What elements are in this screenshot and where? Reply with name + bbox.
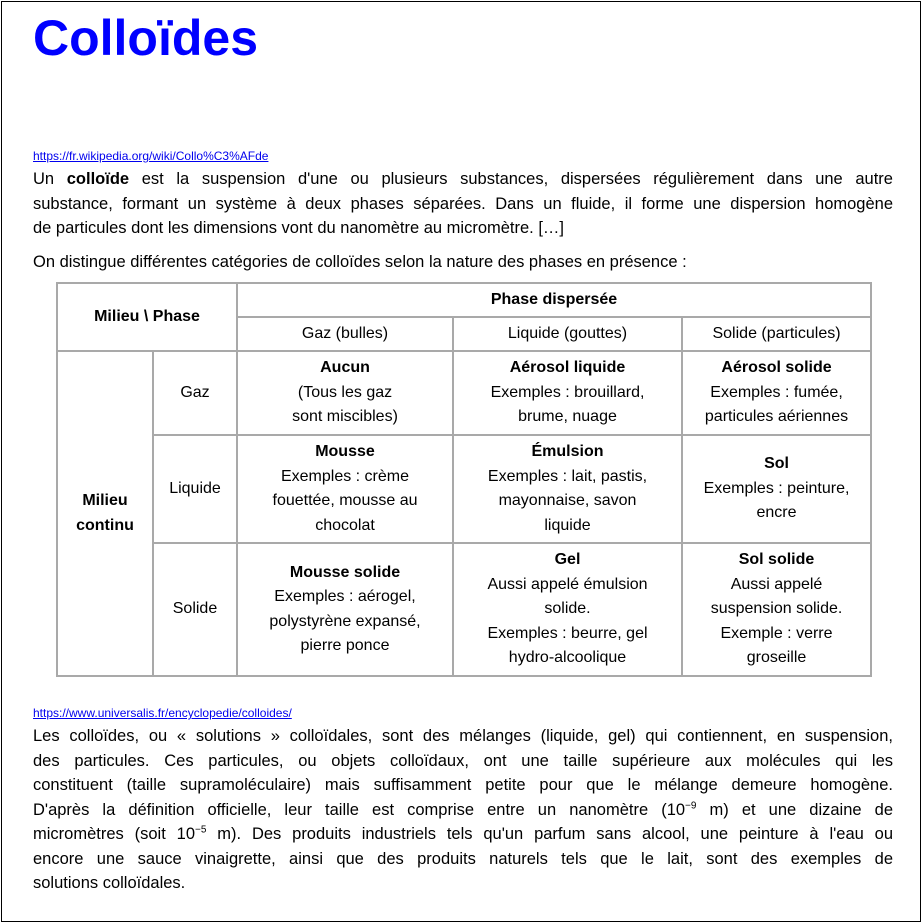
page-title: Colloïdes: [33, 10, 259, 66]
row-label-gaz: Gaz: [153, 351, 237, 435]
row-label-solide: Solide: [153, 543, 237, 676]
paragraph-line: des particules. Ces particules, ou objets colloïdaux, ont une taille supérieure aux molécules qui les: [33, 751, 893, 770]
table-cell: Mousse solide Exemples : aérogel, polystyrène expansé, pierre ponce: [237, 543, 453, 676]
table-cell: Aérosol solide Exemples : fumée, particules aériennes: [682, 351, 871, 435]
colloid-categories-table: [56, 282, 872, 677]
table-row: [57, 351, 871, 435]
colloide-bold-term: colloïde: [66, 170, 130, 188]
table-row: [57, 435, 871, 543]
paragraph-line: encore une sauce vinaigrette, ainsi que des produits naturels tels que le lait, sont des exemples de: [33, 849, 893, 868]
table-cell: Aucun (Tous les gaz sont miscibles): [237, 351, 453, 435]
wikipedia-definition-paragraph: [33, 167, 893, 241]
table-cell: Sol Exemples : peinture, encre: [682, 435, 871, 543]
universalis-source-link[interactable]: https://www.universalis.fr/encyclopedie/colloides/: [33, 706, 292, 720]
table-cell: Gel Aussi appelé émulsion solide. Exemples : beurre, gel hydro-alcoolique: [453, 543, 682, 676]
row-label-liquide: Liquide: [153, 435, 237, 543]
categories-intro-paragraph: On distingue différentes catégories de colloïdes selon la nature des phases en présence :: [33, 253, 687, 271]
col-header-liquide: Liquide (gouttes): [453, 317, 682, 351]
table-row: [57, 543, 871, 676]
table-header-row: [57, 283, 871, 317]
paragraph-line: Les colloïdes, ou « solutions » colloïdales, sont des mélanges (liquide, gel) qui contiennent, en suspension,: [33, 727, 893, 745]
continuous-medium-header: Milieu continu: [57, 351, 153, 676]
universalis-paragraph: [33, 724, 893, 896]
corner-header-cell: Milieu \ Phase: [57, 283, 237, 351]
document-page: [1, 1, 921, 922]
col-header-solide: Solide (particules): [682, 317, 871, 351]
dispersed-phase-header: Phase dispersée: [237, 283, 871, 317]
table-cell: Aérosol liquide Exemples : brouillard, brume, nuage: [453, 351, 682, 435]
table-cell: Mousse Exemples : crème fouettée, mousse au chocolat: [237, 435, 453, 543]
paragraph-line: de particules dont les dimensions vont du nanomètre au micromètre. […]: [33, 219, 565, 237]
col-header-gaz: Gaz (bulles): [237, 317, 453, 351]
table-cell: Sol solide Aussi appelé suspension solide. Exemple : verre groseille: [682, 543, 871, 676]
paragraph-line: solutions colloïdales.: [33, 874, 186, 892]
wikipedia-source-link[interactable]: https://fr.wikipedia.org/wiki/Collo%C3%AFde: [33, 149, 269, 163]
paragraph-line: constituent (taille supramoléculaire) mais suffisamment petite pour que le mélange demeure homogène.: [33, 776, 893, 794]
paragraph-line: micromètres (soit $10^{-5}$ m). Des produits industriels tels qu'un parfum sans alcool, une peinture à l'eau ou: [33, 824, 894, 843]
paragraph-line: D'après la définition officielle, leur taille est comprise entre un nanomètre ($10^{-9}$ m) et une dizaine de: [33, 800, 894, 819]
table-cell: Émulsion Exemples : lait, pastis, mayonnaise, savon liquide: [453, 435, 682, 543]
paragraph-line: Un colloïde est la suspension d'une ou plusieurs substances, dispersées régulièrement dans une autre: [33, 170, 893, 188]
paragraph-line: substance, formant un système à deux phases séparées. Dans un fluide, il forme une dispersion homogène: [33, 194, 893, 213]
